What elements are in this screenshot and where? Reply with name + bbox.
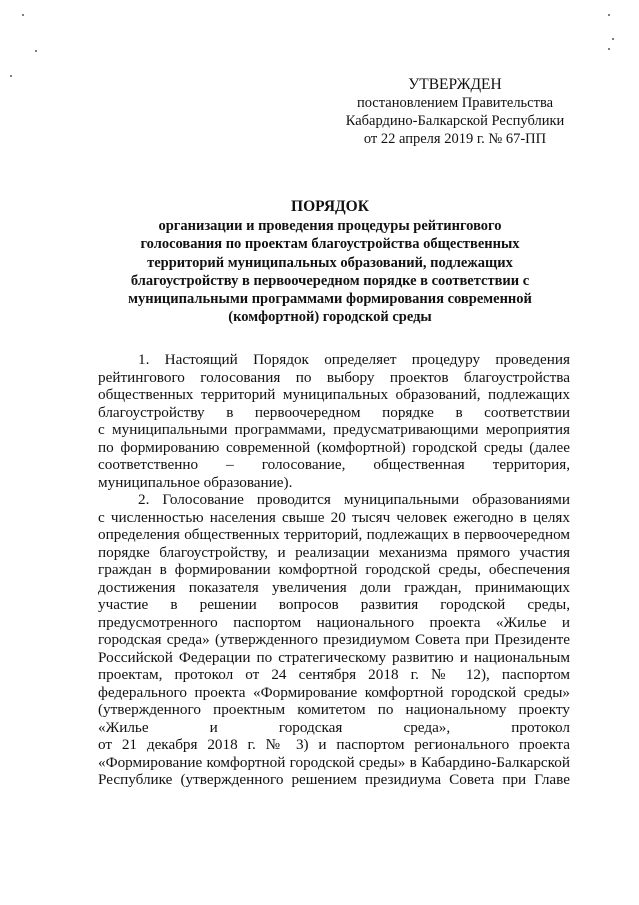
paragraph-2-line: «Формирование комфортной городской среды» в Кабардино-Балкарской [98, 753, 570, 771]
approval-title: УТВЕРЖДЕН [408, 76, 502, 93]
paragraph-1-line: благоустройству в первоочередном порядке в соответствии [98, 403, 570, 421]
paragraph-2-line: (утвержденного проектным комитетом по национальному проекту [98, 701, 570, 718]
approval-line: постановлением Правительства [356, 95, 554, 111]
paragraph-2-line: граждан в формировании комфортной городской среды, обеспечения [98, 561, 570, 578]
subtitle-line: организации и проведения процедуры рейтингового [158, 218, 502, 235]
scan-speck [612, 38, 614, 40]
paragraph-1-line: муниципальное образование). [98, 473, 293, 491]
paragraph-2-line: достижения показателя увеличения доли граждан, принимающих [98, 578, 570, 596]
paragraph-2-line: с численностью населения свыше 20 тысяч человек ежегодно в целях [98, 508, 570, 526]
document-title: ПОРЯДОК [291, 198, 369, 215]
document-title-block [70, 198, 590, 326]
paragraph-2-line: от 21 декабря 2018 г. № 3) и паспортом регионального проекта [98, 736, 570, 753]
paragraph-2-line: Российской Федерации по стратегическому развитию и национальным [98, 648, 570, 666]
paragraph-2-line: предусмотренного паспортом национального проекта «Жилье и [98, 613, 570, 631]
subtitle-line: территорий муниципальных образований, подлежащих [147, 254, 513, 271]
scan-speck [22, 14, 24, 16]
subtitle-line: (комфортной) городской среды [228, 309, 432, 326]
scan-speck [608, 48, 610, 50]
scan-speck [35, 50, 37, 52]
subtitle-line: благоустройству в первоочередном порядке в соответствии с [130, 272, 530, 289]
paragraph-2-line: городская среда» (утвержденного президиумом Совета при Президенте [98, 631, 570, 648]
paragraph-1-line: 1. Настоящий Порядок определяет процедуру проведения [138, 351, 570, 368]
scan-speck [608, 14, 610, 16]
approval-stamp [330, 76, 580, 148]
subtitle-line: муниципальными программами формирования современной [128, 291, 532, 308]
scan-speck [10, 75, 12, 77]
paragraph-2-line: «Жилье и городская среда», протокол [98, 718, 570, 736]
paragraph-2-line: порядке благоустройству, и реализации механизма прямого участия [98, 543, 570, 561]
paragraph-2-line: проектам, протокол от 24 сентября 2018 г. № 12), паспортом [98, 666, 570, 683]
paragraph-2-line: Республике (утвержденного решением президиума Совета при Главе [98, 771, 570, 788]
paragraph-2-line: определения общественных территорий, подлежащих в первоочередном [98, 526, 570, 543]
document-body [98, 351, 570, 789]
paragraph-2-line: участие в решении вопросов развития городской среды, [98, 596, 570, 613]
paragraph-2-line: федерального проекта «Формирование комфортной городской среды» [98, 683, 570, 701]
subtitle-line: голосования по проектам благоустройства общественных [140, 236, 520, 253]
paragraph-1-line: общественных территорий муниципальных образований, подлежащих [98, 386, 570, 403]
paragraph-1-line: по формированию современной (комфортной) городской среды (далее [98, 438, 570, 456]
paragraph-1-line: рейтингового голосования по выбору проектов благоустройства [98, 368, 570, 386]
approval-line: от 22 апреля 2019 г. № 67-ПП [363, 131, 547, 147]
paragraph-2-line: 2. Голосование проводится муниципальными образованиями [138, 491, 570, 508]
paragraph-1-line: соответственно – голосование, общественная территория, [98, 456, 570, 473]
paragraph-1-line: с муниципальными программами, предусматривающими мероприятия [98, 421, 570, 438]
approval-line: Кабардино-Балкарской Республики [345, 113, 565, 129]
